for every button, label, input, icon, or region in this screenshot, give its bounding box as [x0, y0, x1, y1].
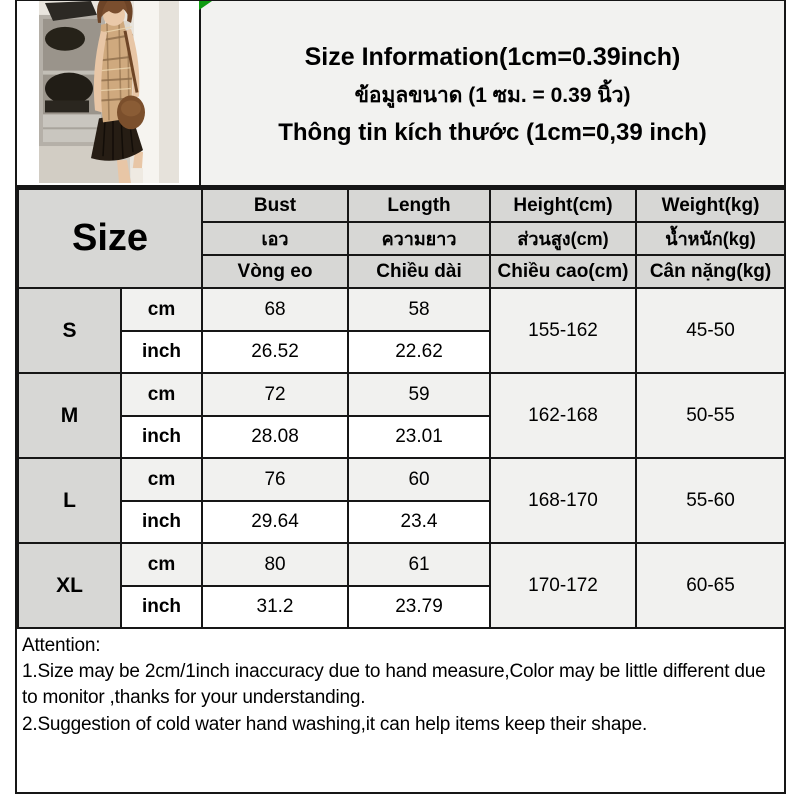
value-m-cm-length: 59: [348, 373, 490, 416]
value-l-inch-length: 23.4: [348, 501, 490, 543]
value-m-inch-length: 23.01: [348, 416, 490, 458]
header-height-en: Height(cm): [490, 189, 636, 222]
product-photo-cell: [17, 1, 201, 185]
unit-cm-label: cm: [121, 373, 202, 416]
size-l-label: L: [18, 458, 121, 543]
value-xl-height: 170-172: [490, 543, 636, 628]
value-s-height: 155-162: [490, 288, 636, 373]
header-bust-th: เอว: [202, 222, 348, 255]
green-corner-marker-icon: [199, 1, 212, 10]
unit-cm-label: cm: [121, 543, 202, 586]
value-l-weight: 55-60: [636, 458, 785, 543]
value-s-inch-length: 22.62: [348, 331, 490, 373]
unit-inch-label: inch: [121, 416, 202, 458]
value-l-cm-length: 60: [348, 458, 490, 501]
title-cell: [201, 1, 784, 185]
value-xl-inch-bust: 31.2: [202, 586, 348, 628]
value-s-cm-length: 58: [348, 288, 490, 331]
size-chart-sheet: [15, 0, 786, 794]
value-xl-weight: 60-65: [636, 543, 785, 628]
value-m-cm-bust: 72: [202, 373, 348, 416]
header-row: [17, 1, 784, 188]
value-m-weight: 50-55: [636, 373, 785, 458]
header-length-th: ความยาว: [348, 222, 490, 255]
value-l-cm-bust: 76: [202, 458, 348, 501]
title-vietnamese: Thông tin kích thước (1cm=0,39 inch): [278, 119, 707, 146]
size-m-label: M: [18, 373, 121, 458]
value-m-inch-bust: 28.08: [202, 416, 348, 458]
header-bust-en: Bust: [202, 189, 348, 222]
size-xl-label: XL: [18, 543, 121, 628]
product-photo: [39, 1, 179, 183]
unit-inch-label: inch: [121, 586, 202, 628]
value-xl-cm-length: 61: [348, 543, 490, 586]
header-weight-th: น้ำหนัก(kg): [636, 222, 785, 255]
unit-cm-label: cm: [121, 288, 202, 331]
value-s-inch-bust: 26.52: [202, 331, 348, 373]
attention-note-2: 2.Suggestion of cold water hand washing,it can help items keep their shape.: [22, 713, 648, 735]
value-l-height: 168-170: [490, 458, 636, 543]
attention-heading: Attention:: [22, 635, 101, 656]
size-s-label: S: [18, 288, 121, 373]
value-l-inch-bust: 29.64: [202, 501, 348, 543]
size-table: [17, 188, 786, 629]
unit-inch-label: inch: [121, 501, 202, 543]
value-m-height: 162-168: [490, 373, 636, 458]
size-corner-cell: Size: [18, 189, 202, 288]
value-s-cm-bust: 68: [202, 288, 348, 331]
unit-inch-label: inch: [121, 331, 202, 373]
header-length-en: Length: [348, 189, 490, 222]
unit-cm-label: cm: [121, 458, 202, 501]
header-height-vi: Chiều cao(cm): [490, 255, 636, 288]
value-xl-inch-length: 23.79: [348, 586, 490, 628]
header-weight-vi: Cân nặng(kg): [636, 255, 785, 288]
title-english: Size Information(1cm=0.39inch): [304, 43, 681, 71]
title-thai: ข้อมูลขนาด (1 ซม. = 0.39 นิ้ว): [354, 84, 631, 107]
attention-note-1: 1.Size may be 2cm/1inch inaccuracy due to hand measure,Color may be little different due to monitor ,thanks for your understanding.: [22, 661, 766, 709]
header-height-th: ส่วนสูง(cm): [490, 222, 636, 255]
header-length-vi: Chiều dài: [348, 255, 490, 288]
value-s-weight: 45-50: [636, 288, 785, 373]
header-bust-vi: Vòng eo: [202, 255, 348, 288]
value-xl-cm-bust: 80: [202, 543, 348, 586]
header-weight-en: Weight(kg): [636, 189, 785, 222]
attention-section: [17, 629, 784, 792]
